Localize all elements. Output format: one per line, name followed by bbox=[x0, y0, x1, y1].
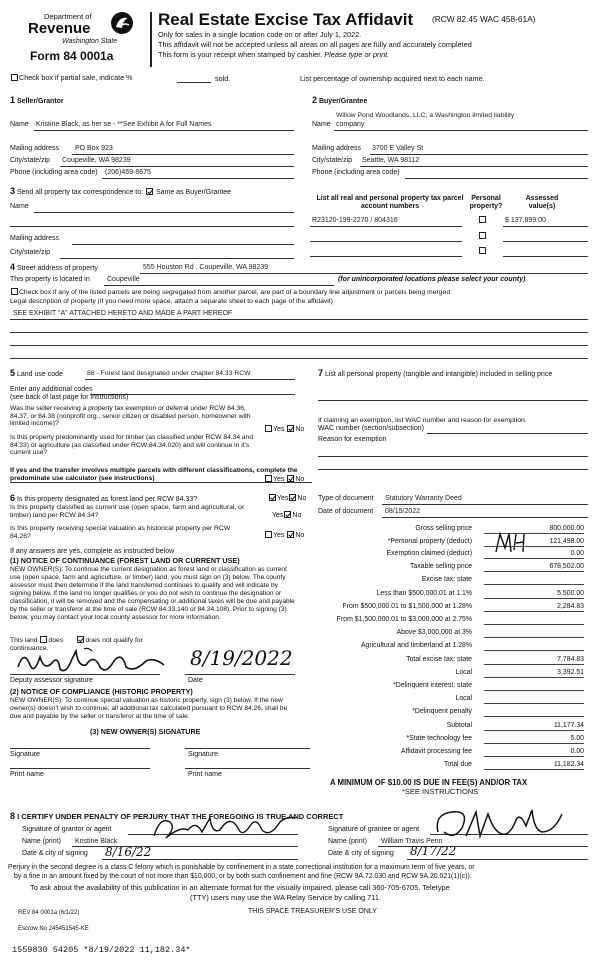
tax-row-value[interactable]: 11,182.34 bbox=[484, 761, 584, 770]
land-not-qualify-checkbox[interactable] bbox=[77, 636, 84, 643]
segregation-checkbox[interactable] bbox=[11, 288, 18, 295]
initials-mark bbox=[494, 530, 530, 556]
tax-row-label: From $500,000.01 to $1,500,000 at 1.28% bbox=[342, 603, 472, 610]
owner-print-label-2: Print name bbox=[188, 771, 222, 778]
forest-question: 6 Is this property designated as forest land per RCW 84.33? bbox=[10, 493, 198, 503]
grantor-signature bbox=[150, 808, 300, 844]
personal-property-checkbox-2[interactable] bbox=[479, 232, 486, 239]
personal-property-checkbox-1[interactable] bbox=[479, 216, 486, 223]
form-rcw: (RCW 82.45 WAC 458-61A) bbox=[432, 14, 536, 24]
tax-row-value[interactable]: 678,502.00 bbox=[484, 563, 584, 572]
header-note-2: This affidavit will not be accepted unless all areas on all pages are fully and accurately completed bbox=[158, 40, 472, 49]
same-as-buyer-checkbox[interactable] bbox=[146, 188, 153, 195]
forest-yes-no: Yes No bbox=[268, 494, 306, 503]
tax-row-value[interactable] bbox=[484, 682, 584, 691]
tax-row bbox=[318, 761, 584, 770]
treasurer-stamp: 1559830 54205 *8/19/2022 11,182.34* bbox=[12, 945, 191, 955]
historic-yes-no: Yes No bbox=[264, 531, 304, 540]
assessor-date-label: Date bbox=[188, 677, 203, 684]
grantee-sig-text bbox=[0, 4, 6, 5]
doc-date-label: Date of document bbox=[318, 508, 374, 515]
notice-continuance-heading: (1) NOTICE OF CONTINUANCE (FOREST LAND OR CURRENT USE) bbox=[10, 556, 240, 565]
tax-row bbox=[318, 695, 584, 704]
buyer-addr-label: Mailing address bbox=[312, 145, 362, 152]
reason-label: Reason for exemption bbox=[318, 436, 387, 443]
tax-row-label: Local bbox=[455, 695, 472, 702]
grantee-date-label: Date & city of signing bbox=[328, 850, 394, 857]
continuance-label: continuance. bbox=[10, 645, 49, 652]
tax-row-value[interactable] bbox=[484, 708, 584, 717]
assessed-header: Assessed value(s) bbox=[525, 195, 559, 211]
tax-row-label: Above $3,000,000 at 3% bbox=[396, 629, 472, 636]
buyer-phone-label: Phone (including area code) bbox=[312, 169, 400, 176]
grantor-name-field[interactable]: Kristine Black bbox=[75, 838, 118, 845]
historic-no-checkbox[interactable] bbox=[287, 531, 294, 538]
partial-sale-checkbox[interactable] bbox=[11, 74, 18, 81]
additional-codes-label: Enter any additional codes bbox=[10, 386, 93, 393]
tax-row-label: Exemption claimed (deduct) bbox=[386, 550, 472, 557]
land-qualify-row: This land does does not qualify for bbox=[10, 637, 143, 644]
tax-row-label: Total excise tax: state bbox=[406, 656, 472, 663]
location-field[interactable]: Coupeville bbox=[107, 276, 140, 283]
perjury-line-1: Perjury in the second degree is a class C felony which is punishable by confinement in a state correctional institution for a maximum term of five years, or bbox=[8, 864, 475, 871]
assessor-sign-date[interactable]: 8/19/2022 bbox=[190, 646, 293, 670]
header-divider bbox=[150, 12, 152, 67]
tax-row bbox=[318, 576, 584, 585]
tax-row-value[interactable]: 800,000.00 bbox=[484, 525, 584, 534]
forest-no-checkbox[interactable] bbox=[289, 494, 296, 501]
notice-compliance-text: NEW OWNER(S): To continue special valuation as historic property, sign (3) below. If the new owner(s) doesn't wish to continue, all additional tax calculated pursuant to RCW 84.26, shall be due and payable by the seller or transferor at the time of sale. bbox=[10, 697, 288, 721]
personal-property-list-label: 7 List all personal property (tangible and intangible) included in selling price bbox=[318, 368, 553, 378]
owner-signature-label-2: Signature bbox=[188, 751, 218, 758]
buyer-addr-field[interactable]: 3700 E Valley St bbox=[372, 145, 424, 152]
tax-row-value[interactable]: 0.00 bbox=[484, 550, 584, 559]
tax-row bbox=[318, 656, 584, 665]
tax-row-value[interactable] bbox=[484, 642, 584, 651]
personal-property-header: Personal property? bbox=[469, 195, 503, 211]
exemption-yes-checkbox[interactable] bbox=[265, 425, 272, 432]
tax-row bbox=[318, 563, 584, 572]
tax-row-value[interactable]: 5,500.00 bbox=[484, 590, 584, 599]
minimum-due-note: A MINIMUM OF $10.00 IS DUE IN FEE(S) AND/OR TAX bbox=[330, 778, 528, 787]
tax-row-value[interactable]: 7,784.83 bbox=[484, 656, 584, 665]
tax-row-label: Local bbox=[455, 669, 472, 676]
availability-line-2: (TTY) users may use the WA Relay Service by calling 711. bbox=[190, 893, 381, 902]
tax-row-label: From $1,500,000.01 to $3,000,000 at 2.75% bbox=[336, 616, 472, 623]
street-addr-row: 4 Street address of property bbox=[10, 262, 98, 272]
tax-row-value[interactable]: 0.00 bbox=[484, 748, 584, 757]
legal-desc-label: Legal description of property (if you need more space, attach a separate sheet to each page of the affidavit) bbox=[10, 298, 333, 305]
certify-heading: 8 I CERTIFY UNDER PENALTY OF PERJURY THAT THE FOREGOING IS TRUE AND CORRECT bbox=[10, 811, 344, 821]
seller-phone-field[interactable]: (206)459-8675 bbox=[105, 169, 151, 176]
land-does-checkbox[interactable] bbox=[40, 636, 47, 643]
street-addr-field[interactable]: 555 Houston Rd , Coupeville, WA 98239 bbox=[143, 264, 269, 271]
tax-row-value[interactable]: 11,177.34 bbox=[484, 722, 584, 731]
seller-name-label: Name bbox=[10, 121, 29, 128]
wac-label: WAC number (section/subsection) bbox=[318, 425, 424, 432]
tax-row bbox=[318, 538, 584, 547]
s3-name-label: Name bbox=[10, 203, 29, 210]
dept-label: Department of bbox=[44, 12, 92, 21]
assessed-1[interactable]: $ 137,899.00 bbox=[505, 217, 546, 224]
exemption-question: Was the seller receiving a property tax exemption or deferral under RCW 84.36, 84.37, or 84.38 (nonprofit org., senior citizen or disabled person, homeowner with limited income)? bbox=[10, 405, 251, 428]
buyer-name-field[interactable]: company bbox=[336, 121, 365, 128]
timber-yes-checkbox[interactable] bbox=[265, 475, 272, 482]
exemption-yes-no: Yes No bbox=[264, 425, 304, 434]
grantee-name-label: Name (print) bbox=[328, 838, 367, 845]
dor-logo-icon bbox=[110, 11, 134, 35]
tax-row bbox=[318, 669, 584, 678]
buyer-city-field[interactable]: Seattle, WA 98112 bbox=[362, 157, 420, 164]
tax-row-label: Total due bbox=[444, 761, 472, 768]
tax-row bbox=[318, 590, 584, 599]
timber-no-checkbox[interactable] bbox=[287, 475, 294, 482]
tax-row-value[interactable] bbox=[484, 629, 584, 638]
initials-text bbox=[498, 560, 500, 561]
tax-row-label: Excise tax: state bbox=[421, 576, 472, 583]
availability-line-1: To ask about the availability of this publication in an alternate format for the visually impaired, please call 360-705-6705. Teletype bbox=[30, 883, 450, 892]
tax-row bbox=[318, 708, 584, 717]
new-owner-sig-heading: (3) NEW OWNER(S) SIGNATURE bbox=[90, 727, 201, 736]
s3-addr-label: Mailing address bbox=[10, 235, 60, 242]
tax-row-label: Taxable selling price bbox=[409, 563, 472, 570]
see-instructions: *SEE INSTRUCTIONS bbox=[402, 787, 479, 796]
exemption-claim-note: If claiming an exemption, list WAC number and reason for exemption. bbox=[318, 417, 527, 424]
land-use-row: 5 Land use code bbox=[10, 368, 63, 378]
ownership-note: List percentage of ownership acquired next to each name. bbox=[300, 74, 485, 83]
tax-row bbox=[318, 603, 584, 612]
tax-row bbox=[318, 682, 584, 691]
grantor-date-label: Date & city of signing bbox=[22, 850, 88, 857]
forest-yes-checkbox[interactable] bbox=[269, 494, 276, 501]
seller-addr-field[interactable]: PO Box 923 bbox=[75, 145, 113, 152]
doc-type-field[interactable]: Statutory Warranty Deed bbox=[385, 495, 462, 502]
seller-heading: 1 Seller/Grantor bbox=[10, 95, 64, 105]
state-label: Washington State bbox=[62, 38, 118, 45]
doc-date-field[interactable]: 08/15/2022 bbox=[385, 508, 421, 515]
tax-row bbox=[318, 722, 584, 731]
tax-row-label: *Delinquent penalty bbox=[412, 708, 472, 715]
grantee-name-field[interactable]: William Travis Penn bbox=[381, 838, 443, 845]
buyer-city-label: City/state/zip bbox=[312, 157, 353, 164]
header-note-3: This form is your receipt when stamped by cashier. Please type or print. bbox=[158, 50, 390, 59]
form-title: Real Estate Excise Tax Affidavit bbox=[158, 10, 414, 29]
tax-row-value[interactable]: 5.00 bbox=[484, 735, 584, 744]
assessor-sig-text bbox=[0, 0, 7, 1]
tax-row bbox=[318, 642, 584, 651]
tax-row-value[interactable]: 121,498.00 bbox=[484, 538, 584, 547]
additional-codes-note: (see back of last page for instructions) bbox=[10, 394, 129, 401]
partial-sold-label: sold. bbox=[215, 74, 231, 83]
timber-yes-no: Yes No bbox=[264, 475, 304, 484]
tax-row-label: *Delinquent interest: state bbox=[393, 682, 472, 689]
tax-row-value[interactable]: 3,392.51 bbox=[484, 669, 584, 678]
form-number: Form 84 0001a bbox=[30, 49, 114, 63]
seller-phone-label: Phone (including area code) bbox=[10, 169, 98, 176]
treasurer-use-label: THIS SPACE TREASURER'S USE ONLY bbox=[248, 908, 377, 915]
tax-row bbox=[318, 550, 584, 559]
grantor-sig-text bbox=[0, 2, 6, 3]
partial-sale-row: Check box if partial sale, indicate % bbox=[10, 74, 132, 82]
grantee-sig-label: Signature of grantee or agent bbox=[328, 826, 420, 833]
grantee-date-field[interactable]: 8/17/22 bbox=[410, 844, 457, 858]
tax-row-label: Affidavit processing fee bbox=[400, 748, 472, 755]
seller-addr-label: Mailing address bbox=[10, 145, 60, 152]
tax-row-value[interactable] bbox=[484, 616, 584, 625]
doc-type-label: Type of document bbox=[318, 495, 374, 502]
escrow-number: Escrow No 245451545-KE bbox=[18, 926, 89, 932]
parcels-header: List all real and personal property tax parcel account numbers bbox=[316, 195, 464, 211]
tax-row bbox=[318, 748, 584, 757]
tax-row-label: *Personal property (deduct) bbox=[387, 538, 472, 545]
tax-row bbox=[318, 735, 584, 744]
location-label: This property is located in bbox=[10, 276, 90, 283]
grantor-sig-label: Signature of grantor or agent bbox=[22, 826, 112, 833]
timber-question-b: If yes and the transfer involves multiple parcels with different classifications, complete the predominate use calculator (see instructions) bbox=[10, 467, 298, 482]
header-note-1: Only for sales in a single location code on or after July 1, 2022. bbox=[158, 30, 362, 39]
historic-yes-checkbox[interactable] bbox=[265, 531, 272, 538]
tax-row-label: Less than $500,000.01 at 1.1% bbox=[376, 590, 472, 597]
revenue-logo-text: Revenue bbox=[28, 20, 91, 37]
tax-row bbox=[318, 525, 584, 534]
parcel-1[interactable]: R23120-199-2270 / 804316 bbox=[312, 217, 398, 224]
grantor-name-label: Name (print) bbox=[22, 838, 61, 845]
buyer-heading: 2 Buyer/Grantee bbox=[312, 95, 368, 105]
s3-city-label: City/state/zip bbox=[10, 249, 51, 256]
revision-label: REV 84 0001a (6/1/22) bbox=[18, 910, 80, 916]
current-use-no-checkbox[interactable] bbox=[284, 511, 291, 518]
tax-row bbox=[318, 616, 584, 625]
notice-continuance-text: NEW OWNER(S): To continue the current designation as forest land or classification as current use (open space, farm and agriculture, or timber) land, you must sign on (3) below. The county assessor must then determine if the land transferred continues to qualify and will indicate by signing below. If the land no longer qualifies or you do not wish to continue the designation or classification, it will be removed and the compensating or additional taxes will be due and payable by the seller or transferor at the time of sale (RCW 84.33.140 or 84.34.108). Prior to signing (3) below, you may contact your local county assessor for more information. bbox=[10, 566, 295, 622]
legal-desc-field[interactable]: SEE EXHIBIT "A" ATTACHED HERETO AND MADE A PART HEREOF bbox=[13, 310, 233, 317]
deputy-assessor-label: Deputy assessor signature bbox=[10, 677, 93, 684]
land-use-code-field[interactable]: 88 - Forest land designated under chapter 84.33 RCW bbox=[87, 370, 251, 377]
seller-name-field[interactable]: Kristine Black, as her se - **See Exhibit A for Full Names bbox=[36, 121, 212, 128]
exemption-no-checkbox[interactable] bbox=[287, 425, 294, 432]
tax-row-label: Subtotal bbox=[446, 722, 472, 729]
answers-note: If any answers are yes, complete as instructed below bbox=[10, 548, 175, 555]
perjury-line-2: by a fine in an amount fixed by the court of not more than $10,000, or by both such confinement and fine (RCW 9A.72.030 and RCW 9A.20.021(1)(c)). bbox=[14, 873, 472, 880]
timber-question: Is this property predominantly used for timber (as classified under RCW 84.34 and 84.33) or agriculture (as classified under RCW 84.34.020) and will continue in it's current use? bbox=[10, 434, 254, 457]
historic-question: Is this property receiving special valuation as historical property per RCW 84.26? bbox=[10, 525, 231, 540]
tax-row-value[interactable]: 2,284.83 bbox=[484, 603, 584, 612]
tax-row bbox=[318, 629, 584, 638]
owner-print-label-1: Print name bbox=[10, 771, 44, 778]
tax-row-label: Gross selling price bbox=[415, 525, 472, 532]
grantor-date-field[interactable]: 8/16/22 bbox=[105, 845, 152, 859]
buyer-name-label: Name bbox=[312, 121, 331, 128]
tax-row-value[interactable] bbox=[484, 695, 584, 704]
current-use-question: Is this property classified as current use (open space, farm and agricultural, or timber) land per RCW 84.34? bbox=[10, 504, 245, 519]
tax-row-label: *State technology fee bbox=[406, 735, 472, 742]
personal-property-checkbox-3[interactable] bbox=[479, 247, 486, 254]
seller-city-field[interactable]: Coupeville, WA 98239 bbox=[62, 157, 131, 164]
segregation-row: Check box if any of the listed parcels are being segregated from another parcel, are part of a boundary line adjustment or parcels being merged bbox=[10, 288, 450, 297]
owner-signature-label-1: Signature bbox=[10, 751, 40, 758]
tax-row-value[interactable] bbox=[484, 576, 584, 585]
correspondence-row: 3 Send all property tax correspondence to: Same as Buyer/Grantee bbox=[10, 186, 232, 196]
current-use-yes-no: Yes No bbox=[272, 512, 302, 519]
seller-city-label: City/state/zip bbox=[10, 157, 51, 164]
tax-row-label: Agricultural and timberland at 1.28% bbox=[360, 642, 472, 649]
grantee-signature bbox=[430, 806, 580, 844]
notice-compliance-heading: (2) NOTICE OF COMPLIANCE (HISTORIC PROPERTY) bbox=[10, 687, 193, 696]
buyer-name-top: Willow Pond Woodlands, LLC, a Washington limited liability bbox=[336, 112, 515, 119]
location-note: (for unincorporated locations please select your county) bbox=[338, 276, 526, 283]
